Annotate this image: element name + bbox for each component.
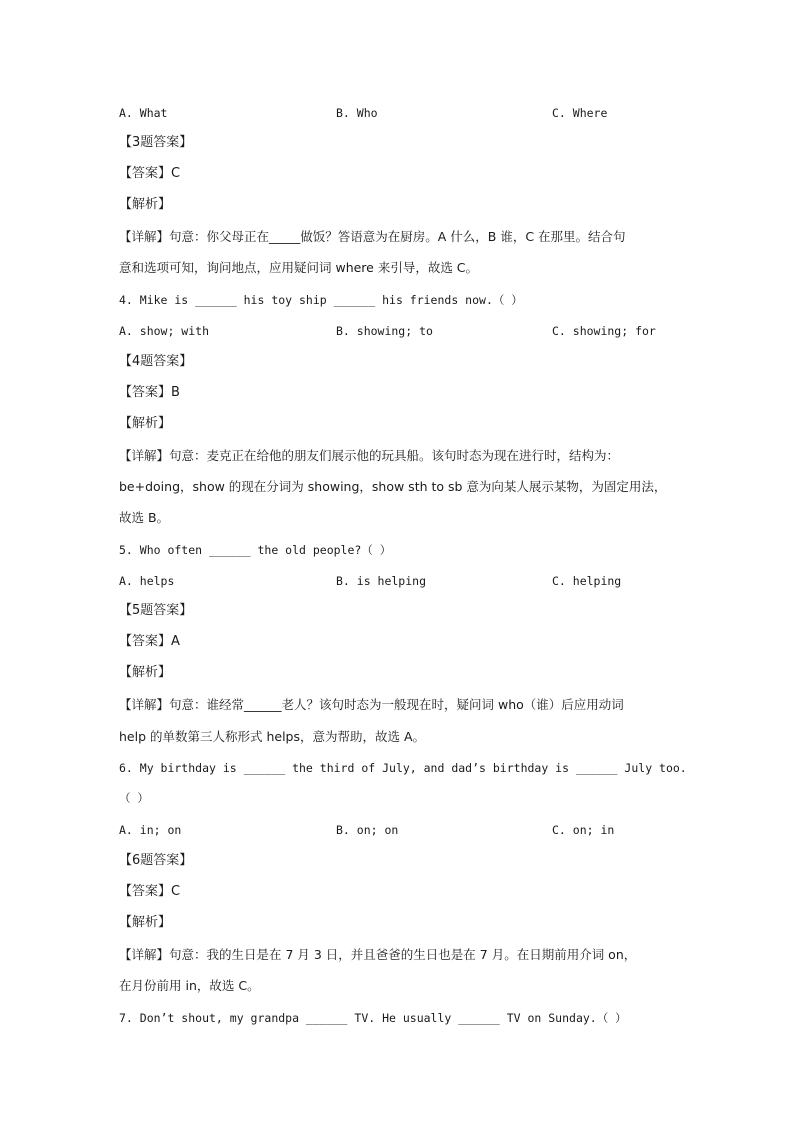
q4-option-c: C. showing; for: [552, 324, 656, 338]
q6-answer: 【答案】C: [119, 884, 181, 899]
q6-option-a: A. in; on: [119, 823, 182, 837]
q3-analysis-label: 【解析】: [119, 197, 172, 212]
q5-analysis-label: 【解析】: [119, 665, 172, 680]
q4-analysis-label: 【解析】: [119, 416, 172, 431]
q5-option-a: A. helps: [119, 574, 175, 588]
q4-option-a: A. show; with: [119, 324, 210, 338]
q5-detail-line1: 【详解】句意：谁经常______老人？该句时态为一般现在时，疑问词 who（谁）后应用动词: [119, 697, 624, 712]
q4-detail-line1: 【详解】句意：麦克正在给他的朋友们展示他的玩具船。该句时态为现在进行时，结构为：: [119, 448, 620, 463]
q3-option-c: C. Where: [552, 106, 608, 120]
q3-detail-line2: 意和选项可知，询问地点，应用疑问词 where 来引导，故选 C。: [119, 260, 479, 275]
q4-answer-header: 【4题答案】: [119, 354, 193, 369]
q5-answer-header: 【5题答案】: [119, 603, 193, 618]
q5-answer: 【答案】A: [119, 634, 180, 649]
q6-question: 6. My birthday is ______ the third of July, and dad’s birthday is ______ July too.: [119, 761, 687, 775]
q3-option-b: B. Who: [336, 106, 378, 120]
q3-answer: 【答案】C: [119, 166, 181, 181]
q5-detail-line2: help 的单数第三人称形式 helps，意为帮助，故选 A。: [119, 729, 426, 744]
q6-option-c: C. on; in: [552, 823, 615, 837]
q6-detail-line2: 在月份前用 in，故选 C。: [119, 978, 260, 993]
q4-detail-line2: be+doing，show 的现在分词为 showing，show sth to sb 意为向某人展示某物，为固定用法，: [119, 479, 667, 494]
q6-analysis-label: 【解析】: [119, 915, 172, 930]
q6-answer-header: 【6题答案】: [119, 853, 193, 868]
q6-detail-line1: 【详解】句意：我的生日是在 7 月 3 日，并且爸爸的生日也是在 7 月。在日期前用介词 on，: [119, 947, 637, 962]
q5-question: 5. Who often ______ the old people?（ ）: [119, 543, 392, 557]
q6-option-b: B. on; on: [336, 823, 399, 837]
q3-option-a: A. What: [119, 106, 168, 120]
q6-question-cont: （ ）: [119, 791, 149, 805]
q5-option-b: B. is helping: [336, 574, 427, 588]
q7-question: 7. Don’t shout, my grandpa ______ TV. He usually ______ TV on Sunday.（ ）: [119, 1011, 627, 1025]
q4-detail-line3: 故选 B。: [119, 510, 170, 525]
q3-detail-line1: 【详解】句意：你父母正在_____做饭？答语意为在厨房。A 什么，B 谁，C 在那里。结合句: [119, 229, 626, 244]
q4-question: 4. Mike is ______ his toy ship ______ his friends now.（ ）: [119, 293, 523, 307]
q4-option-b: B. showing; to: [336, 324, 433, 338]
q3-answer-header: 【3题答案】: [119, 135, 193, 150]
q5-option-c: C. helping: [552, 574, 622, 588]
q4-answer: 【答案】B: [119, 385, 180, 400]
